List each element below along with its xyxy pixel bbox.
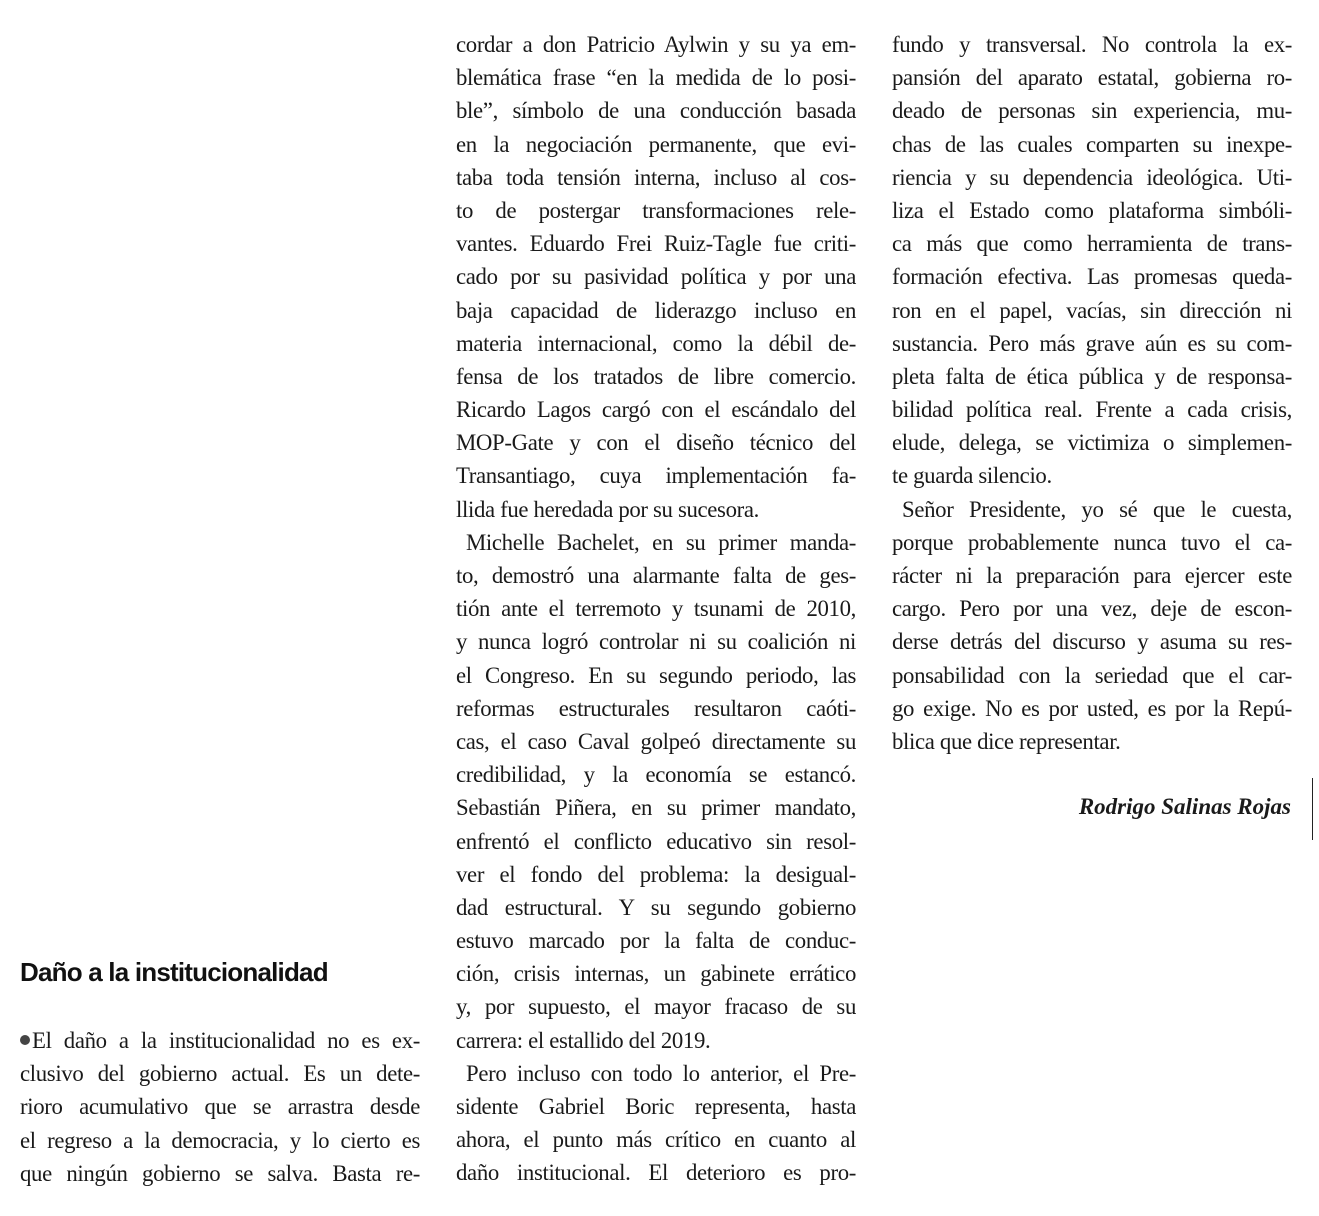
- text-line: te guarda silencio.: [892, 463, 1052, 489]
- text-line: elude, delega, se victimiza o simplemen-: [892, 430, 1292, 456]
- text-line: riencia y su dependencia ideológica. Uti-: [892, 164, 1292, 190]
- section-heading: Daño a la institucionalidad: [20, 957, 328, 987]
- text-line: ca más que como herramienta de trans-: [892, 231, 1292, 257]
- text-line: el Congreso. En su segundo periodo, las: [456, 662, 856, 688]
- text-line: Transantiago, cuya implementación fa-: [456, 463, 856, 489]
- text-line: to de postergar transformaciones rele-: [456, 197, 856, 223]
- text-line: y, por supuesto, el mayor fracaso de su: [456, 994, 856, 1020]
- text-line: pleta falta de ética pública y de responsa-: [892, 363, 1292, 389]
- text-line: cordar a don Patricio Aylwin y su ya em-: [456, 32, 856, 57]
- text-line: ron en el papel, vacías, sin dirección ni: [892, 297, 1292, 323]
- text-line: materia internacional, como la débil de-: [456, 330, 856, 356]
- text-line: cado por su pasividad política y por una: [456, 264, 856, 290]
- text-line: porque probablemente nunca tuvo el ca-: [892, 529, 1292, 555]
- text-line: daño institucional. El deterioro es pro-: [456, 1160, 856, 1186]
- text-line: Pero incluso con todo lo anterior, el Pre-: [466, 1060, 856, 1086]
- column-right: [892, 28, 1292, 758]
- text-line: sustancia. Pero más grave aún es su com-: [892, 330, 1292, 356]
- text-line: ver el fondo del problema: la desigual-: [456, 861, 856, 887]
- text-line: cas, el caso Caval golpeó directamente su: [456, 728, 856, 754]
- text-line: ahora, el punto más crítico en cuanto al: [456, 1127, 856, 1153]
- text-line: blica que dice representar.: [892, 728, 1121, 754]
- text-line: Sebastián Piñera, en su primer mandato,: [456, 795, 856, 821]
- text-line: MOP-Gate y con el diseño técnico del: [456, 430, 856, 456]
- text-line: fensa de los tratados de libre comercio.: [456, 363, 856, 389]
- text-line: carrera: el estallido del 2019.: [456, 1027, 711, 1053]
- text-line: to, demostró una alarmante falta de ges-: [456, 563, 856, 588]
- text-line: reformas estructurales resultaron caóti-: [456, 695, 856, 721]
- text-line: ción, crisis internas, un gabinete errático: [456, 961, 856, 987]
- text-line: deado de personas sin experiencia, mu-: [892, 98, 1292, 124]
- text-line: Ricardo Lagos cargó con el escándalo del: [456, 397, 856, 423]
- text-line: tión ante el terremoto y tsunami de 2010,: [456, 596, 856, 622]
- text-line: enfrentó el conflicto educativo sin resol-: [456, 828, 856, 854]
- bullet-icon: [20, 1035, 30, 1045]
- column-divider: [1312, 778, 1313, 840]
- text-line: fundo y transversal. No controla la ex-: [892, 32, 1292, 57]
- text-line: rácter ni la preparación para ejercer este: [892, 563, 1292, 588]
- author-signature: Rodrigo Salinas Rojas: [1078, 794, 1291, 819]
- text-line: chas de las cuales comparten su inexpe-: [892, 131, 1292, 157]
- text-line: [20, 1024, 420, 1057]
- text-line: taba toda tensión interna, incluso al cos-: [456, 164, 856, 190]
- text-line: cargo. Pero por una vez, deje de escon-: [892, 596, 1292, 622]
- text-line: Michelle Bachelet, en su primer manda-: [466, 529, 856, 555]
- column-middle: [456, 28, 856, 1190]
- column-left: [20, 1024, 420, 1190]
- text-line: ponsabilidad con la seriedad que el car-: [892, 662, 1292, 688]
- text-line: clusivo del gobierno actual. Es un dete-: [20, 1061, 420, 1087]
- text-line: vantes. Eduardo Frei Ruiz-Tagle fue criti-: [456, 231, 856, 257]
- text-span: El daño a la institucionalidad no es ex-: [32, 1028, 420, 1053]
- text-line: ble”, símbolo de una conducción basada: [456, 98, 856, 124]
- text-line: estuvo marcado por la falta de conduc-: [456, 928, 856, 954]
- text-line: dad estructural. Y su segundo gobierno: [456, 894, 856, 920]
- text-line: go exige. No es por usted, es por la Repú-: [892, 695, 1292, 721]
- text-line: y nunca logró controlar ni su coalición ni: [456, 629, 856, 655]
- text-line: en la negociación permanente, que evi-: [456, 131, 856, 157]
- text-line: blemática frase “en la medida de lo posi-: [456, 65, 856, 91]
- text-line: formación efectiva. Las promesas queda-: [892, 264, 1292, 290]
- text-line: sidente Gabriel Boric representa, hasta: [456, 1094, 856, 1119]
- text-line: que ningún gobierno se salva. Basta re-: [20, 1160, 420, 1186]
- text-line: el regreso a la democracia, y lo cierto es: [20, 1127, 420, 1153]
- text-line: credibilidad, y la economía se estancó.: [456, 762, 856, 788]
- text-line: pansión del aparato estatal, gobierna ro-: [892, 65, 1292, 91]
- text-line: liza el Estado como plataforma simbóli-: [892, 197, 1292, 223]
- text-line: bilidad política real. Frente a cada crisis,: [892, 397, 1292, 423]
- text-line: derse detrás del discurso y asuma su res-: [892, 629, 1292, 655]
- text-line: baja capacidad de liderazgo incluso en: [456, 297, 856, 323]
- text-line: llida fue heredada por su sucesora.: [456, 496, 759, 522]
- text-line: Señor Presidente, yo sé que le cuesta,: [902, 496, 1292, 522]
- text-line: rioro acumulativo que se arrastra desde: [20, 1094, 420, 1120]
